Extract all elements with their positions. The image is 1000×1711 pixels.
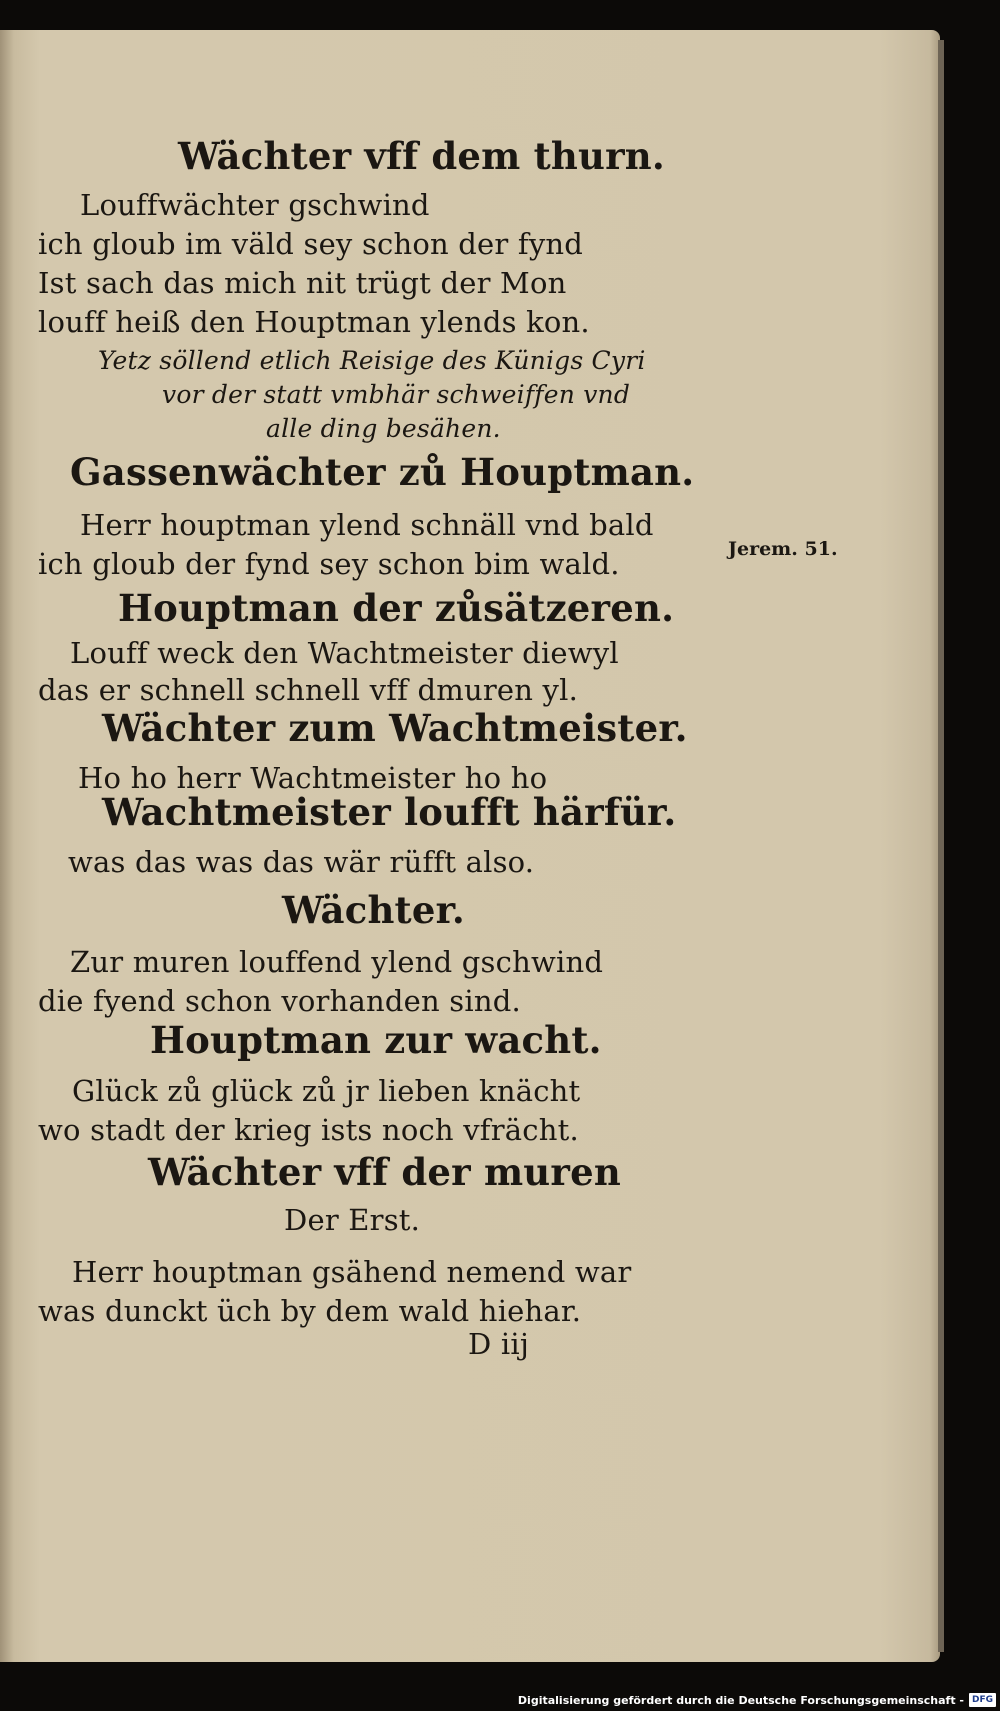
verse-line: ich gloub der fynd sey schon bim wald.	[38, 547, 620, 581]
verse-line: die fyend schon vorhanden sind.	[38, 984, 521, 1018]
verse-line: Louff weck den Wachtmeister diewyl	[70, 636, 619, 670]
marginal-note: Jerem. 51.	[728, 538, 838, 560]
verse-line: wo stadt der krieg ists noch vfrächt.	[38, 1113, 579, 1147]
heading-waechter-muren: Wächter vff der muren	[148, 1150, 621, 1194]
heading-waechter-wachtmeister: Wächter zum Wachtmeister.	[102, 706, 688, 750]
verse-line: Herr houptman gsähend nemend war	[72, 1255, 632, 1289]
verse-line: ich gloub im väld sey schon der fynd	[38, 227, 584, 261]
heading-gassenwaechter: Gassenwächter zů Houptman.	[70, 450, 695, 494]
verse-line: Louffwächter gschwind	[80, 188, 430, 222]
credit-text: Digitalisierung gefördert durch die Deutsche Forschungsgemeinschaft -	[517, 1693, 964, 1707]
verse-line: was das was das wär rüfft also.	[68, 845, 535, 879]
digitization-credit	[518, 1690, 996, 1710]
verse-line: Ist sach das mich nit trügt der Mon	[38, 266, 567, 300]
verse-line: was dunckt üch by dem wald hiehar.	[38, 1294, 582, 1328]
stage-direction: Yetz söllend etlich Reisige des Künigs Cyri	[98, 346, 646, 375]
heading-wachtmeister-loufft: Wachtmeister loufft härfür.	[102, 790, 677, 834]
book-page	[0, 30, 940, 1662]
heading-houptman-wacht: Houptman zur wacht.	[150, 1018, 602, 1062]
speaker-label: Der Erst.	[284, 1203, 421, 1237]
verse-line: Ho ho herr Wachtmeister ho ho	[78, 761, 548, 795]
stage-direction: vor der statt vmbhär schweiffen vnd	[162, 380, 631, 409]
page-edge-shadow	[938, 40, 944, 1652]
heading-waechter: Wächter.	[282, 888, 465, 932]
page-text	[0, 30, 940, 1662]
dfg-logo-icon: DFG	[969, 1693, 996, 1707]
signature-mark: D iij	[468, 1327, 530, 1361]
verse-line: louff heiß den Houptman ylends kon.	[38, 305, 590, 339]
verse-line: das er schnell schnell vff dmuren yl.	[38, 673, 579, 707]
stage-direction: alle ding besähen.	[266, 414, 501, 443]
verse-line: Zur muren louffend ylend gschwind	[70, 945, 604, 979]
verse-line: Glück zů glück zů jr lieben knächt	[72, 1074, 581, 1108]
heading-waechter-thurn: Wächter vff dem thurn.	[178, 134, 665, 178]
heading-houptman-zusaetzeren: Houptman der zůsätzeren.	[118, 586, 675, 630]
verse-line: Herr houptman ylend schnäll vnd bald	[80, 508, 654, 542]
